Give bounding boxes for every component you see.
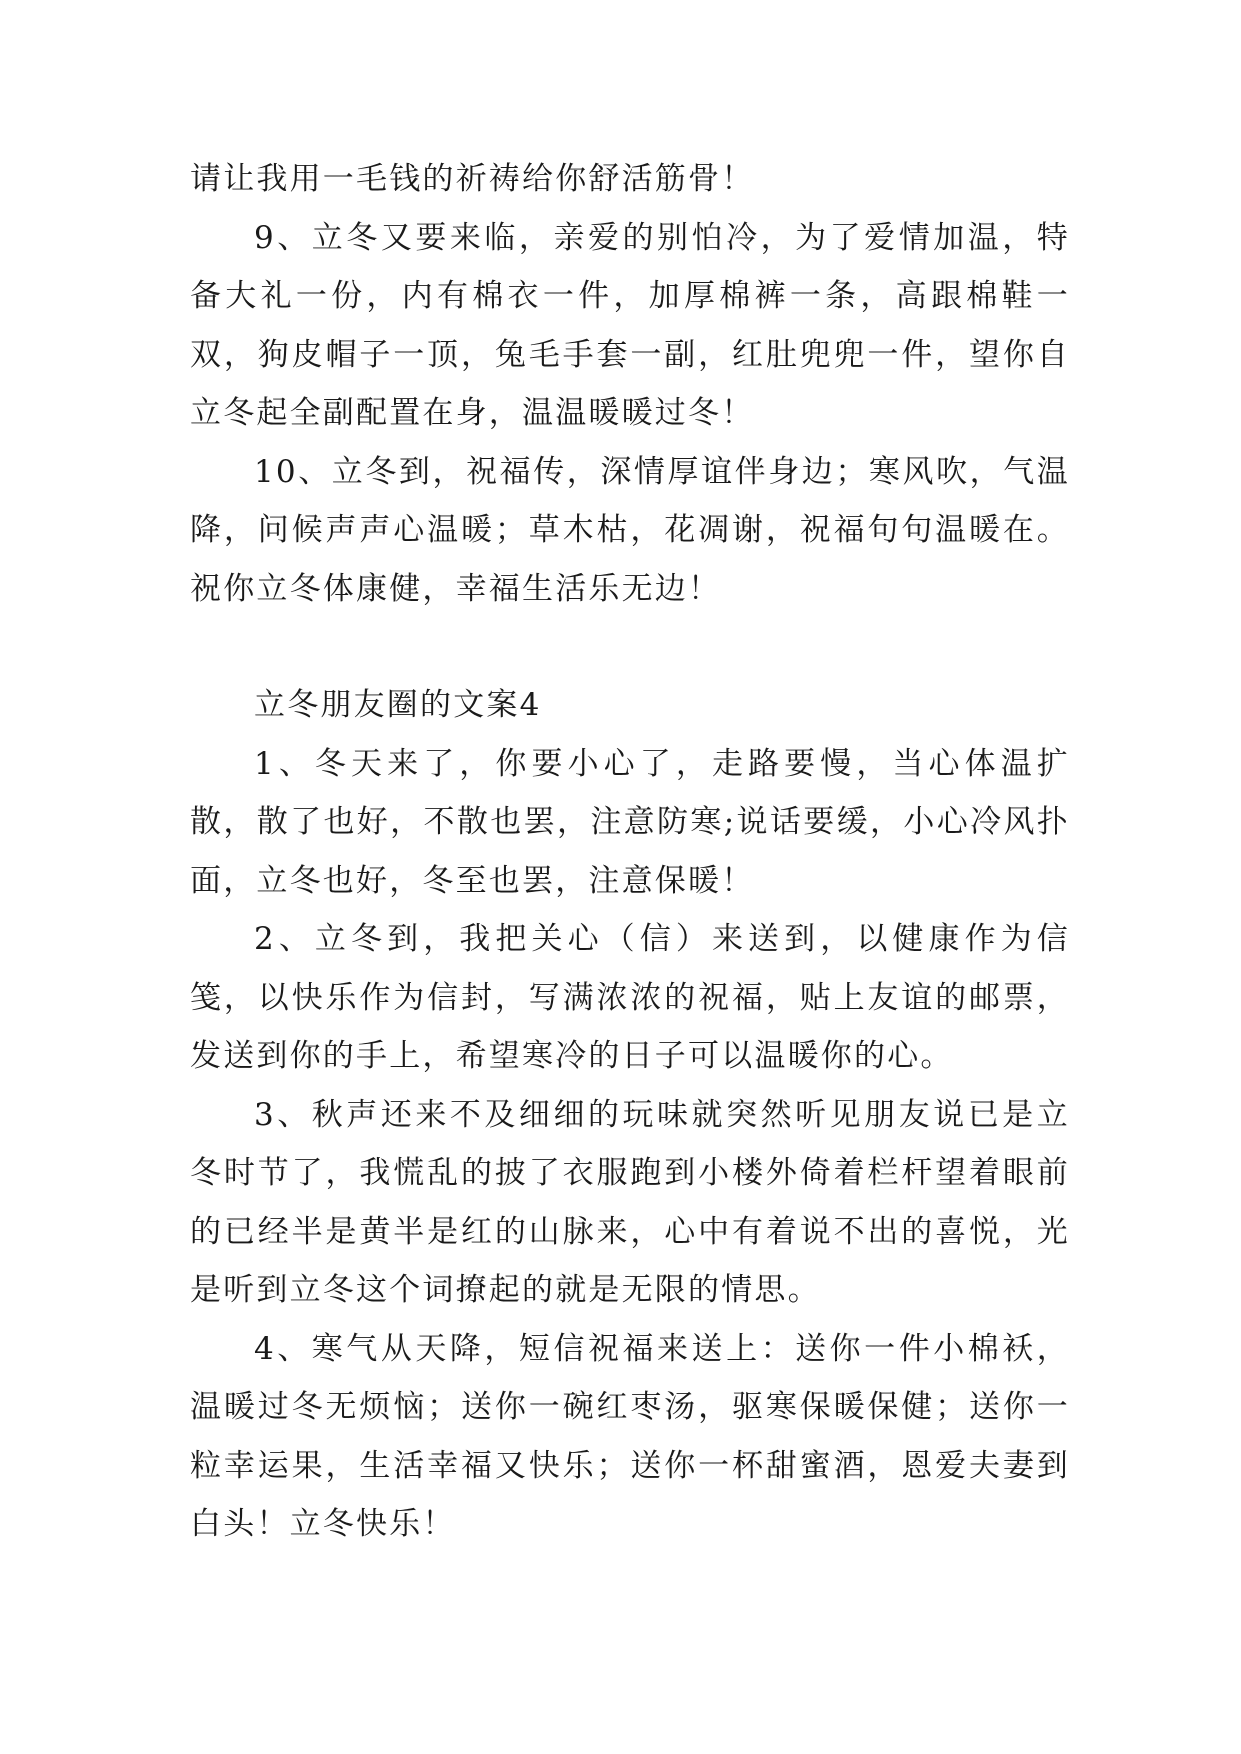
paragraph-item-3: 3、秋声还来不及细细的玩味就突然听见朋友说已是立冬时节了，我慌乱的披了衣服跑到小楼外倚着栏杆望着眼前的已经半是黄半是红的山脉来，心中有着说不出的喜悦，光是听到立冬这个词撩起的就是无限的情思。	[190, 1096, 1070, 1308]
section-heading: 立冬朋友圈的文案4	[254, 687, 542, 723]
paragraph-item-1: 1、冬天来了，你要小心了，走路要慢，当心体温扩散，散了也好，不散也罢，注意防寒;说话要缓，小心冷风扑面，立冬也好，冬至也罢，注意保暖！	[190, 745, 1070, 899]
paragraph-item-9: 9、立冬又要来临，亲爱的别怕冷，为了爱情加温，特备大礼一份，内有棉衣一件，加厚棉裤一条，高跟棉鞋一双，狗皮帽子一顶，兔毛手套一副，红肚兜兜一件，望你自立冬起全副配置在身，温温暖暖过冬！	[190, 219, 1070, 431]
document-page	[190, 150, 1070, 1554]
paragraph-item-10: 10、立冬到，祝福传，深情厚谊伴身边；寒风吹，气温降，问候声声心温暖；草木枯，花凋谢，祝福句句温暖在。祝你立冬体康健，幸福生活乐无边！	[190, 453, 1070, 607]
paragraph-continuation: 请让我用一毛钱的祈祷给你舒活筋骨！	[190, 161, 755, 197]
paragraph-item-4: 4、寒气从天降，短信祝福来送上：送你一件小棉袄，温暖过冬无烦恼；送你一碗红枣汤，驱寒保暖保健；送你一粒幸运果，生活幸福又快乐；送你一杯甜蜜酒，恩爱夫妻到白头！立冬快乐！	[190, 1330, 1070, 1542]
paragraph-item-2: 2、立冬到，我把关心（信）来送到，以健康作为信笺，以快乐作为信封，写满浓浓的祝福，贴上友谊的邮票，发送到你的手上，希望寒冷的日子可以温暖你的心。	[190, 921, 1070, 1074]
section-spacer	[190, 618, 1070, 676]
